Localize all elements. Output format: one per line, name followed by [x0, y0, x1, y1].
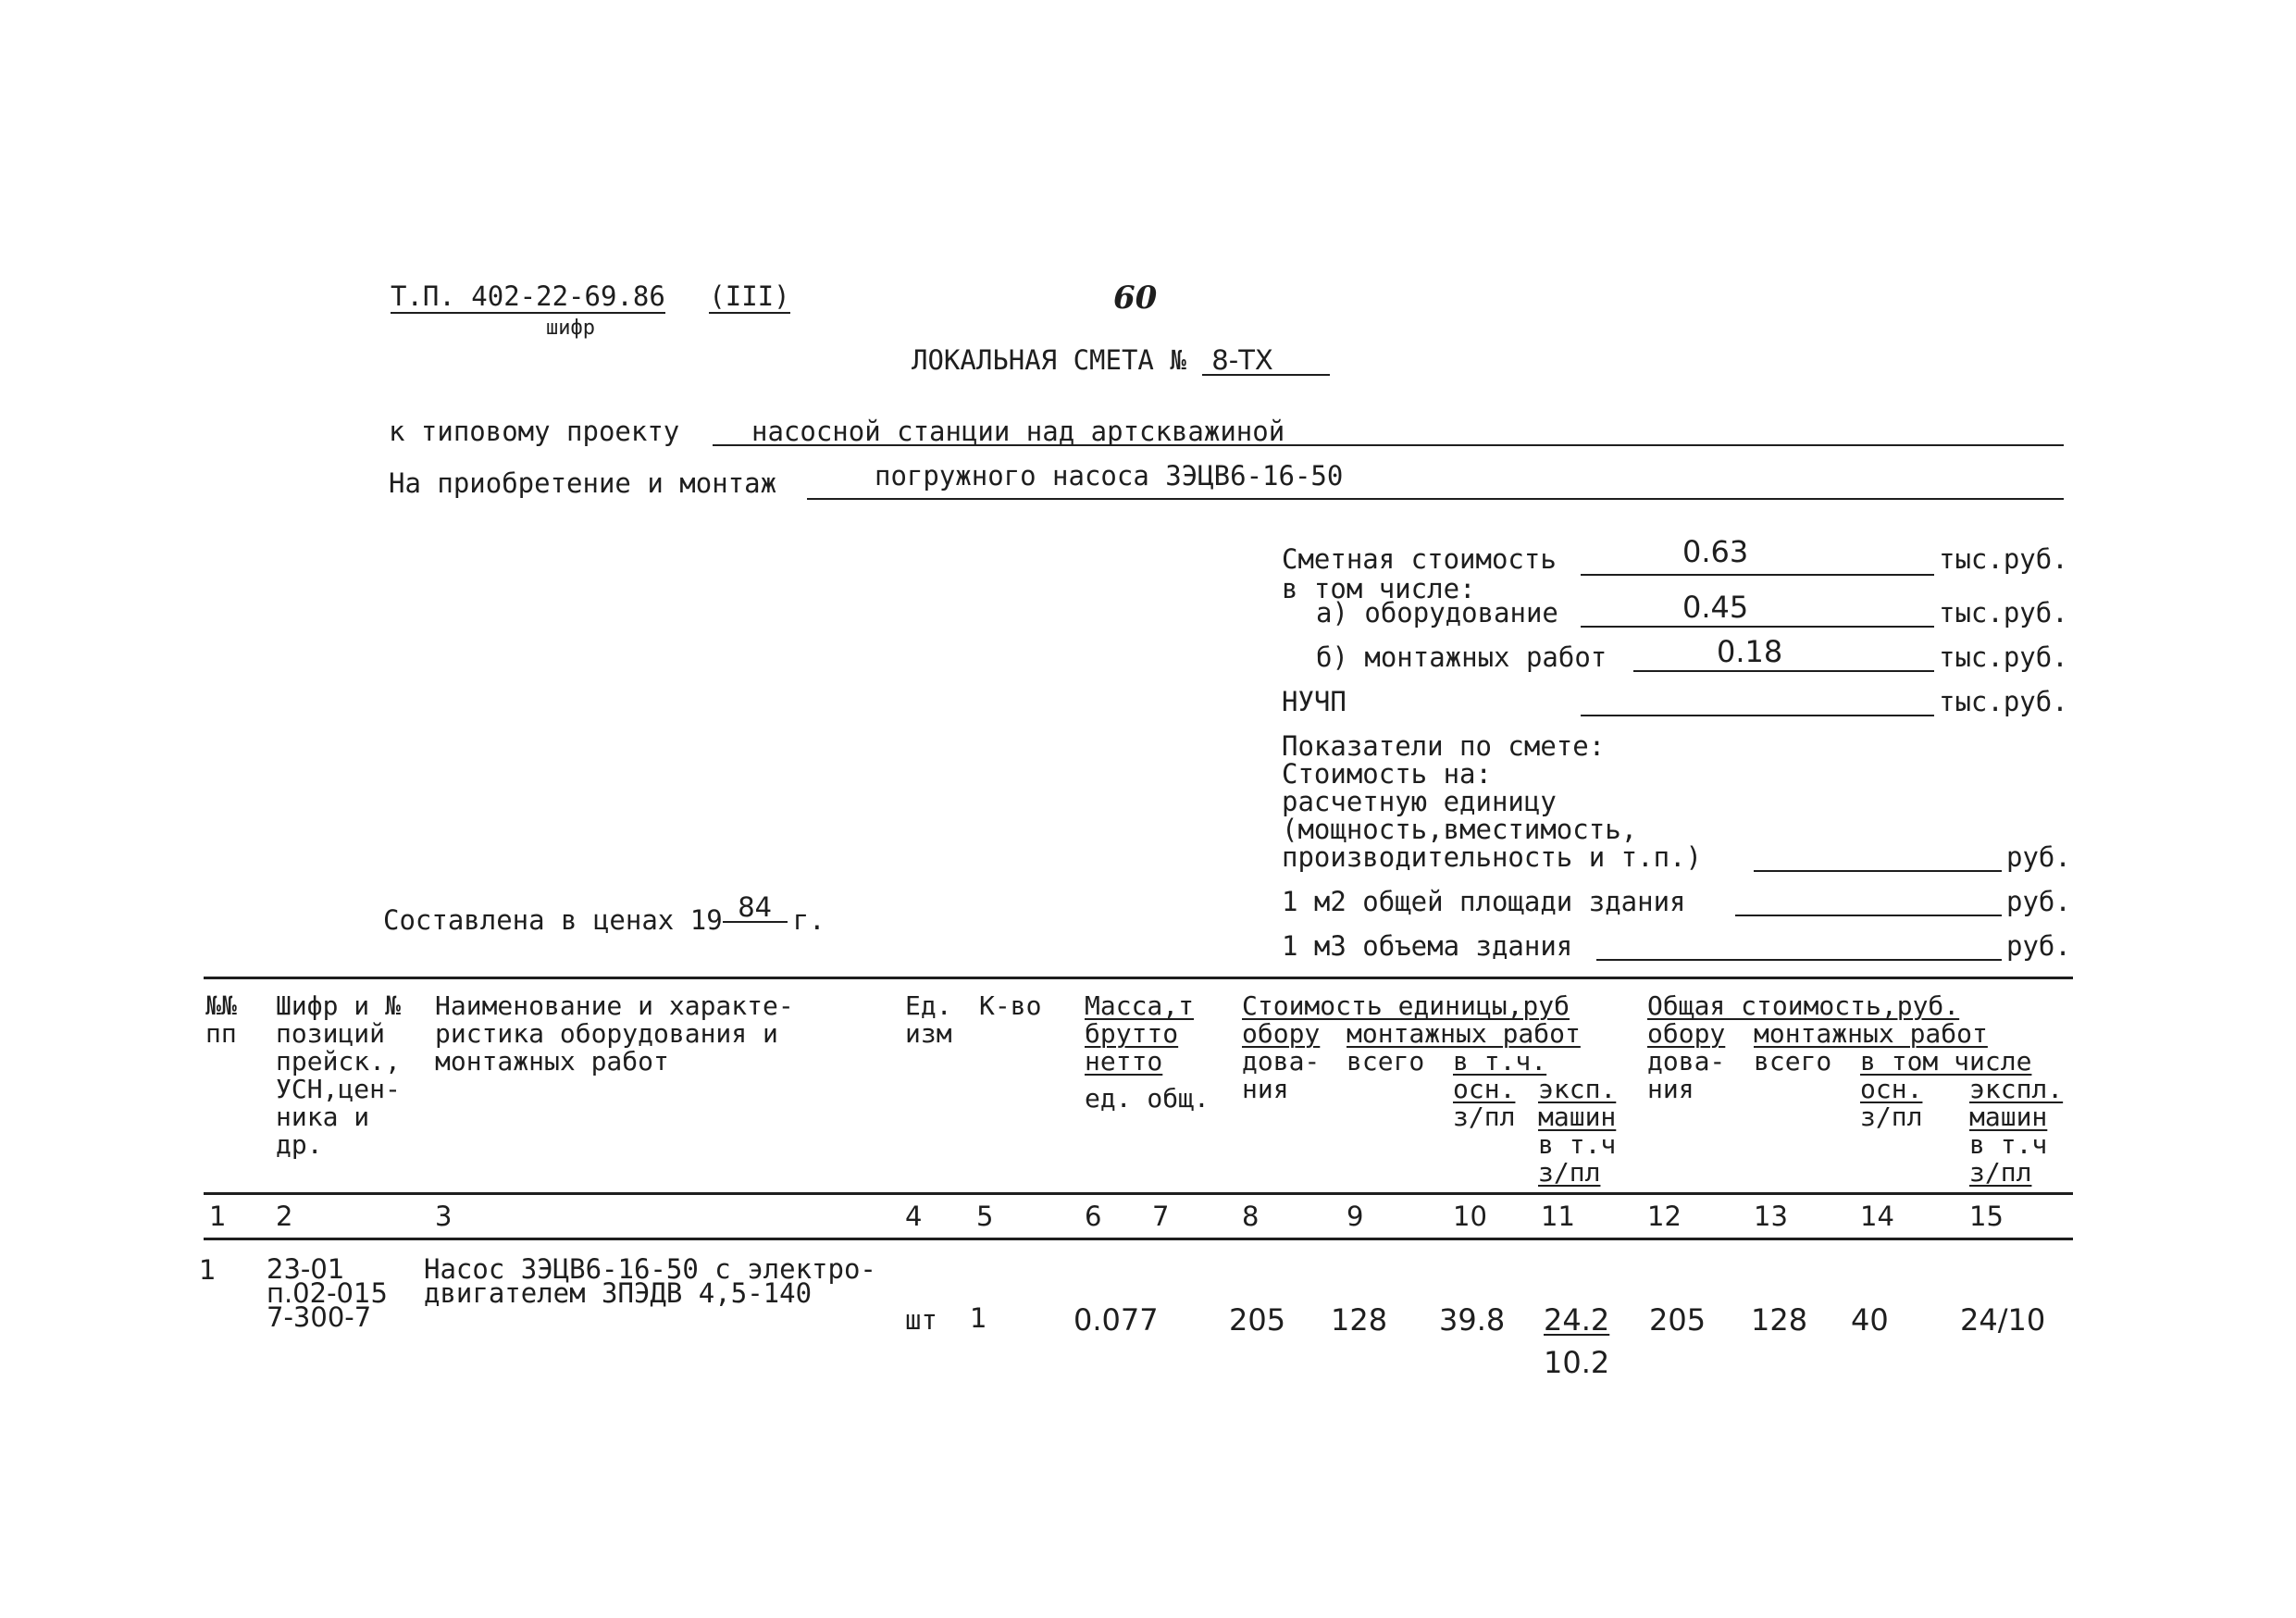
table-top-rule	[204, 977, 2073, 979]
header-unit-wage-line2: з/пл	[1453, 1101, 1516, 1132]
nuchp-unit: тыс.руб.	[1939, 686, 2068, 717]
estimate-title	[912, 344, 1330, 376]
header-col3-line3: монтажных работ	[435, 1046, 669, 1077]
header-col2-line2: позиций	[276, 1018, 386, 1049]
equipment-value: 0.45	[1682, 590, 1749, 625]
header-col2-line5: ника и	[276, 1101, 370, 1132]
colnum-14: 14	[1860, 1201, 1894, 1232]
indicators-cost-on: Стоимость на:	[1282, 758, 1492, 790]
header-col1	[205, 992, 237, 1048]
header-total-machine-line2: машин	[1969, 1101, 2048, 1132]
header-unit-machine	[1538, 1076, 1616, 1187]
purpose-underline	[807, 498, 2064, 500]
header-mass-line2: брутто	[1085, 1018, 1179, 1049]
header-total-install: монтажных работ	[1754, 1018, 1988, 1049]
estimate-title-number: 8-ТХ	[1202, 347, 1330, 376]
header-col5: К-во	[979, 990, 1042, 1021]
header-unit-equip	[1242, 1020, 1320, 1103]
header-unit-incl: в т.ч.	[1453, 1046, 1547, 1077]
header-bottom-rule	[204, 1192, 2073, 1195]
prices-label: Составлена в ценах 19	[383, 904, 723, 936]
header-total-total: всего	[1754, 1046, 1832, 1077]
estimate-title-prefix: ЛОКАЛЬНАЯ СМЕТА №	[912, 344, 1186, 376]
prices-line	[383, 891, 825, 936]
header-unit-wage-line1: осн.	[1453, 1074, 1516, 1104]
colnum-4: 4	[905, 1201, 923, 1232]
colnum-10: 10	[1453, 1201, 1487, 1232]
header-col1-line1: №№	[205, 990, 237, 1021]
header-unit-cost: Стоимость единицы,руб	[1242, 990, 1570, 1021]
project-code	[391, 280, 790, 312]
header-col4-line1: Ед.	[905, 990, 952, 1021]
header-unit-install: монтажных работ	[1347, 1018, 1581, 1049]
header-total-machine-line3: в т.ч	[1969, 1129, 2048, 1160]
colnum-12: 12	[1647, 1201, 1682, 1232]
row-mass-unit: 0.077	[1074, 1302, 1159, 1338]
area-label: 1 м2 общей площади здания	[1282, 886, 1686, 917]
total-cost-label: Сметная стоимость	[1282, 543, 1557, 575]
row-num: 1	[199, 1254, 217, 1286]
colnum-8: 8	[1242, 1201, 1260, 1232]
header-unit-machine-line3: в т.ч	[1538, 1129, 1617, 1160]
area-rub: руб.	[2006, 886, 2071, 917]
area-underline	[1735, 915, 2002, 916]
equipment-underline	[1581, 626, 1934, 628]
equipment-label: а) оборудование	[1316, 597, 1558, 629]
row-install-total: 128	[1751, 1302, 1808, 1338]
project-code-text: Т.П. 402-22-69.86	[391, 280, 665, 312]
header-col2-line4: УСН,цен-	[276, 1074, 401, 1104]
header-col3-line1: Наименование и характе-	[435, 990, 794, 1021]
header-col4	[905, 992, 952, 1048]
header-col2-line6: др.	[276, 1129, 323, 1160]
colnum-3: 3	[435, 1201, 453, 1232]
total-cost-value: 0.63	[1682, 534, 1749, 569]
row-machine-wage-unit: 10.2	[1544, 1345, 1610, 1380]
row-code-line1: 23-01	[267, 1253, 345, 1285]
indicators-unit-line2: (мощность,вместимость,	[1282, 814, 1638, 845]
install-label: б) монтажных работ	[1316, 641, 1607, 673]
indicators-unit-line1: расчетную единицу	[1282, 786, 1557, 817]
colnum-13: 13	[1754, 1201, 1788, 1232]
row-machine-total: 24/10	[1960, 1302, 2046, 1338]
incl-label: в том числе:	[1282, 573, 1476, 604]
header-total-equip	[1647, 1020, 1725, 1103]
volume-underline	[1596, 959, 2002, 961]
header-col2-line3: прейск.,	[276, 1046, 401, 1077]
header-total-equip-line1: обору	[1647, 1018, 1726, 1049]
header-col2	[276, 992, 401, 1159]
header-unit-machine-line4: з/пл	[1538, 1157, 1601, 1188]
header-col3	[435, 992, 794, 1076]
row-name-line2: двигателем 3ПЭДВ 4,5-140	[424, 1277, 813, 1309]
header-unit-total: всего	[1347, 1046, 1425, 1077]
colnum-1: 1	[209, 1201, 227, 1232]
colnum-15: 15	[1969, 1201, 2004, 1232]
row-name	[424, 1253, 876, 1309]
row-equip-unit: 205	[1229, 1302, 1286, 1338]
header-mass-line3: нетто	[1085, 1046, 1163, 1077]
page-number: 60	[1113, 280, 1158, 317]
colnum-6: 6	[1085, 1201, 1102, 1232]
indicators-unit-underline	[1754, 870, 2002, 872]
volume-rub: руб.	[2006, 930, 2071, 962]
row-code-line2: п.02-015	[267, 1277, 388, 1309]
row-code	[267, 1253, 388, 1333]
install-underline	[1633, 670, 1934, 672]
header-unit-machine-line1: эксп.	[1538, 1074, 1617, 1104]
header-total-cost: Общая стоимость,руб.	[1647, 990, 1960, 1021]
equipment-unit: тыс.руб.	[1939, 597, 2068, 629]
project-part: (III)	[709, 280, 790, 312]
header-mass-line4: ед. общ.	[1085, 1083, 1210, 1114]
header-unit-machine-line2: машин	[1538, 1101, 1617, 1132]
header-col1-line2: пп	[205, 1018, 237, 1049]
header-total-machine-line1: экспл.	[1969, 1074, 2064, 1104]
total-cost-unit: тыс.руб.	[1939, 543, 2068, 575]
colnum-9: 9	[1347, 1201, 1364, 1232]
row-wage-unit: 39.8	[1439, 1302, 1506, 1338]
header-total-equip-line2: дова-	[1647, 1046, 1726, 1077]
header-total-wage-line2: з/пл	[1860, 1101, 1923, 1132]
row-code-line3: 7-300-7	[267, 1301, 372, 1333]
nuchp-underline	[1581, 715, 1934, 716]
header-unit-equip-line3: ния	[1242, 1074, 1289, 1104]
nuchp-label: НУЧП	[1282, 686, 1347, 717]
row-name-line1: Насос 3ЭЦВ6-16-50 с электро-	[424, 1253, 876, 1285]
header-col3-line2: ристика оборудования и	[435, 1018, 778, 1049]
header-total-incl: в том числе	[1860, 1046, 2032, 1077]
header-total-equip-line3: ния	[1647, 1074, 1694, 1104]
header-mass-line1: Масса,т	[1085, 990, 1195, 1021]
cipher-label: шифр	[546, 317, 595, 340]
row-qty: 1	[970, 1302, 987, 1334]
header-total-wage	[1860, 1076, 1922, 1131]
row-equip-total: 205	[1649, 1302, 1706, 1338]
row-machine-unit: 24.2	[1544, 1302, 1610, 1338]
purpose-label: На приобретение и монтаж	[389, 467, 777, 499]
colnum-7: 7	[1152, 1201, 1170, 1232]
header-col2-line1: Шифр и №	[276, 990, 401, 1021]
colnum-bottom-rule	[204, 1238, 2073, 1240]
install-unit: тыс.руб.	[1939, 641, 2068, 673]
header-unit-wage	[1453, 1076, 1515, 1131]
install-value: 0.18	[1717, 634, 1783, 669]
header-total-wage-line1: осн.	[1860, 1074, 1923, 1104]
project-value: насосной станции над артскважиной	[751, 416, 1285, 447]
indicators-unit-line3: производительность и т.п.)	[1282, 841, 1702, 873]
header-total-machine	[1969, 1076, 2063, 1187]
indicators-heading: Показатели по смете:	[1282, 730, 1606, 762]
colnum-2: 2	[276, 1201, 293, 1232]
purpose-value: погружного насоса 3ЭЦВ6-16-50	[875, 460, 1344, 492]
total-cost-underline	[1581, 574, 1934, 576]
indicators-unit-rub: руб.	[2006, 841, 2071, 873]
row-unit: шт	[905, 1304, 937, 1336]
colnum-11: 11	[1541, 1201, 1575, 1232]
prices-year: 84	[723, 894, 788, 923]
volume-label: 1 м3 объема здания	[1282, 930, 1573, 962]
row-wage-total: 40	[1851, 1302, 1889, 1338]
header-total-machine-line4: з/пл	[1969, 1157, 2032, 1188]
prices-suffix: г.	[792, 904, 825, 936]
header-unit-equip-line1: обору	[1242, 1018, 1321, 1049]
project-label: к типовому проекту	[389, 416, 680, 447]
colnum-5: 5	[976, 1201, 994, 1232]
header-unit-equip-line2: дова-	[1242, 1046, 1321, 1077]
row-install-unit: 128	[1331, 1302, 1388, 1338]
header-mass	[1085, 992, 1210, 1113]
header-col4-line2: изм	[905, 1018, 952, 1049]
